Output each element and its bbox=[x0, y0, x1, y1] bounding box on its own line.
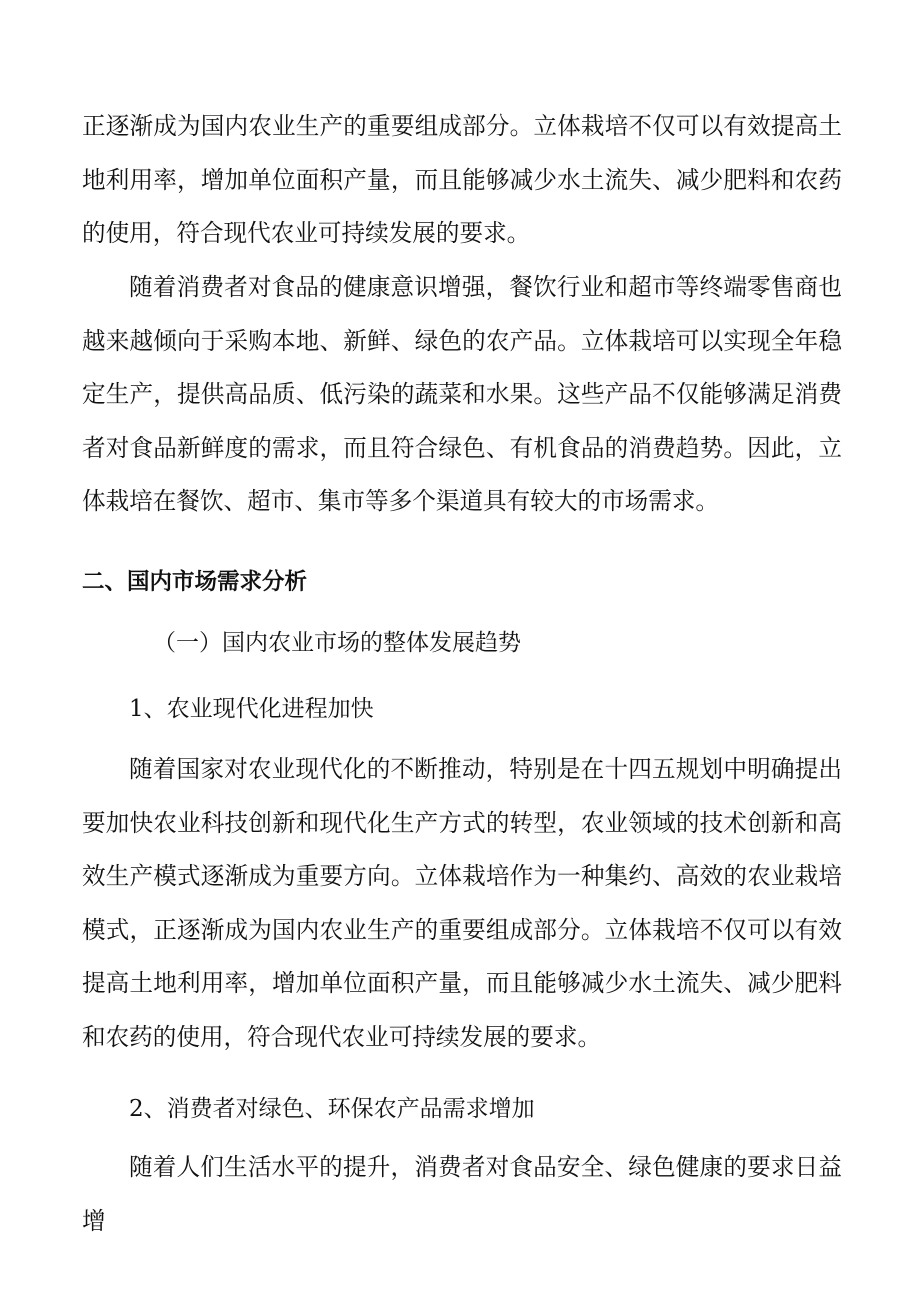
item-heading-1: 1、农业现代化进程加快 bbox=[129, 696, 374, 722]
item-heading-2: 2、消费者对绿色、环保农产品需求增加 bbox=[129, 1096, 535, 1122]
paragraph-green-demand: 随着人们生活水平的提升，消费者对食品安全、绿色健康的要求日益增 bbox=[82, 1153, 842, 1235]
subsection-heading: （一）国内农业市场的整体发展趋势 bbox=[153, 630, 521, 656]
section-heading: 二、国内市场需求分析 bbox=[82, 569, 308, 595]
paragraph-continuation: 正逐渐成为国内农业生产的重要组成部分。立体栽培不仅可以有效提高土地利用率，增加单位面积产量，而且能够减少水土流失、减少肥料和农药的使用，符合现代农业可持续发展的要求。 bbox=[82, 112, 842, 247]
paragraph-modernization: 随着国家对农业现代化的不断推动，特别是在十四五规划中明确提出要加快农业科技创新和现代化生产方式的转型，农业领域的技术创新和高效生产模式逐渐成为重要方向。立体栽培作为一种集约、高效的农业栽培模式，正逐渐成为国内农业生产的重要组成部分。立体栽培不仅可以有效提高土地利用率，增加单位面积产量，而且能够减少水土流失、减少肥料和农药的使用，符合现代农业可持续发展的要求。 bbox=[82, 755, 842, 1051]
paragraph-consumer-demand: 随着消费者对食品的健康意识增强，餐饮行业和超市等终端零售商也越来越倾向于采购本地、新鲜、绿色的农产品。立体栽培可以实现全年稳定生产，提供高品质、低污染的蔬菜和水果。这些产品不仅能够满足消费者对食品新鲜度的需求，而且符合绿色、有机食品的消费趋势。因此，立体栽培在餐饮、超市、集市等多个渠道具有较大的市场需求。 bbox=[82, 273, 842, 515]
